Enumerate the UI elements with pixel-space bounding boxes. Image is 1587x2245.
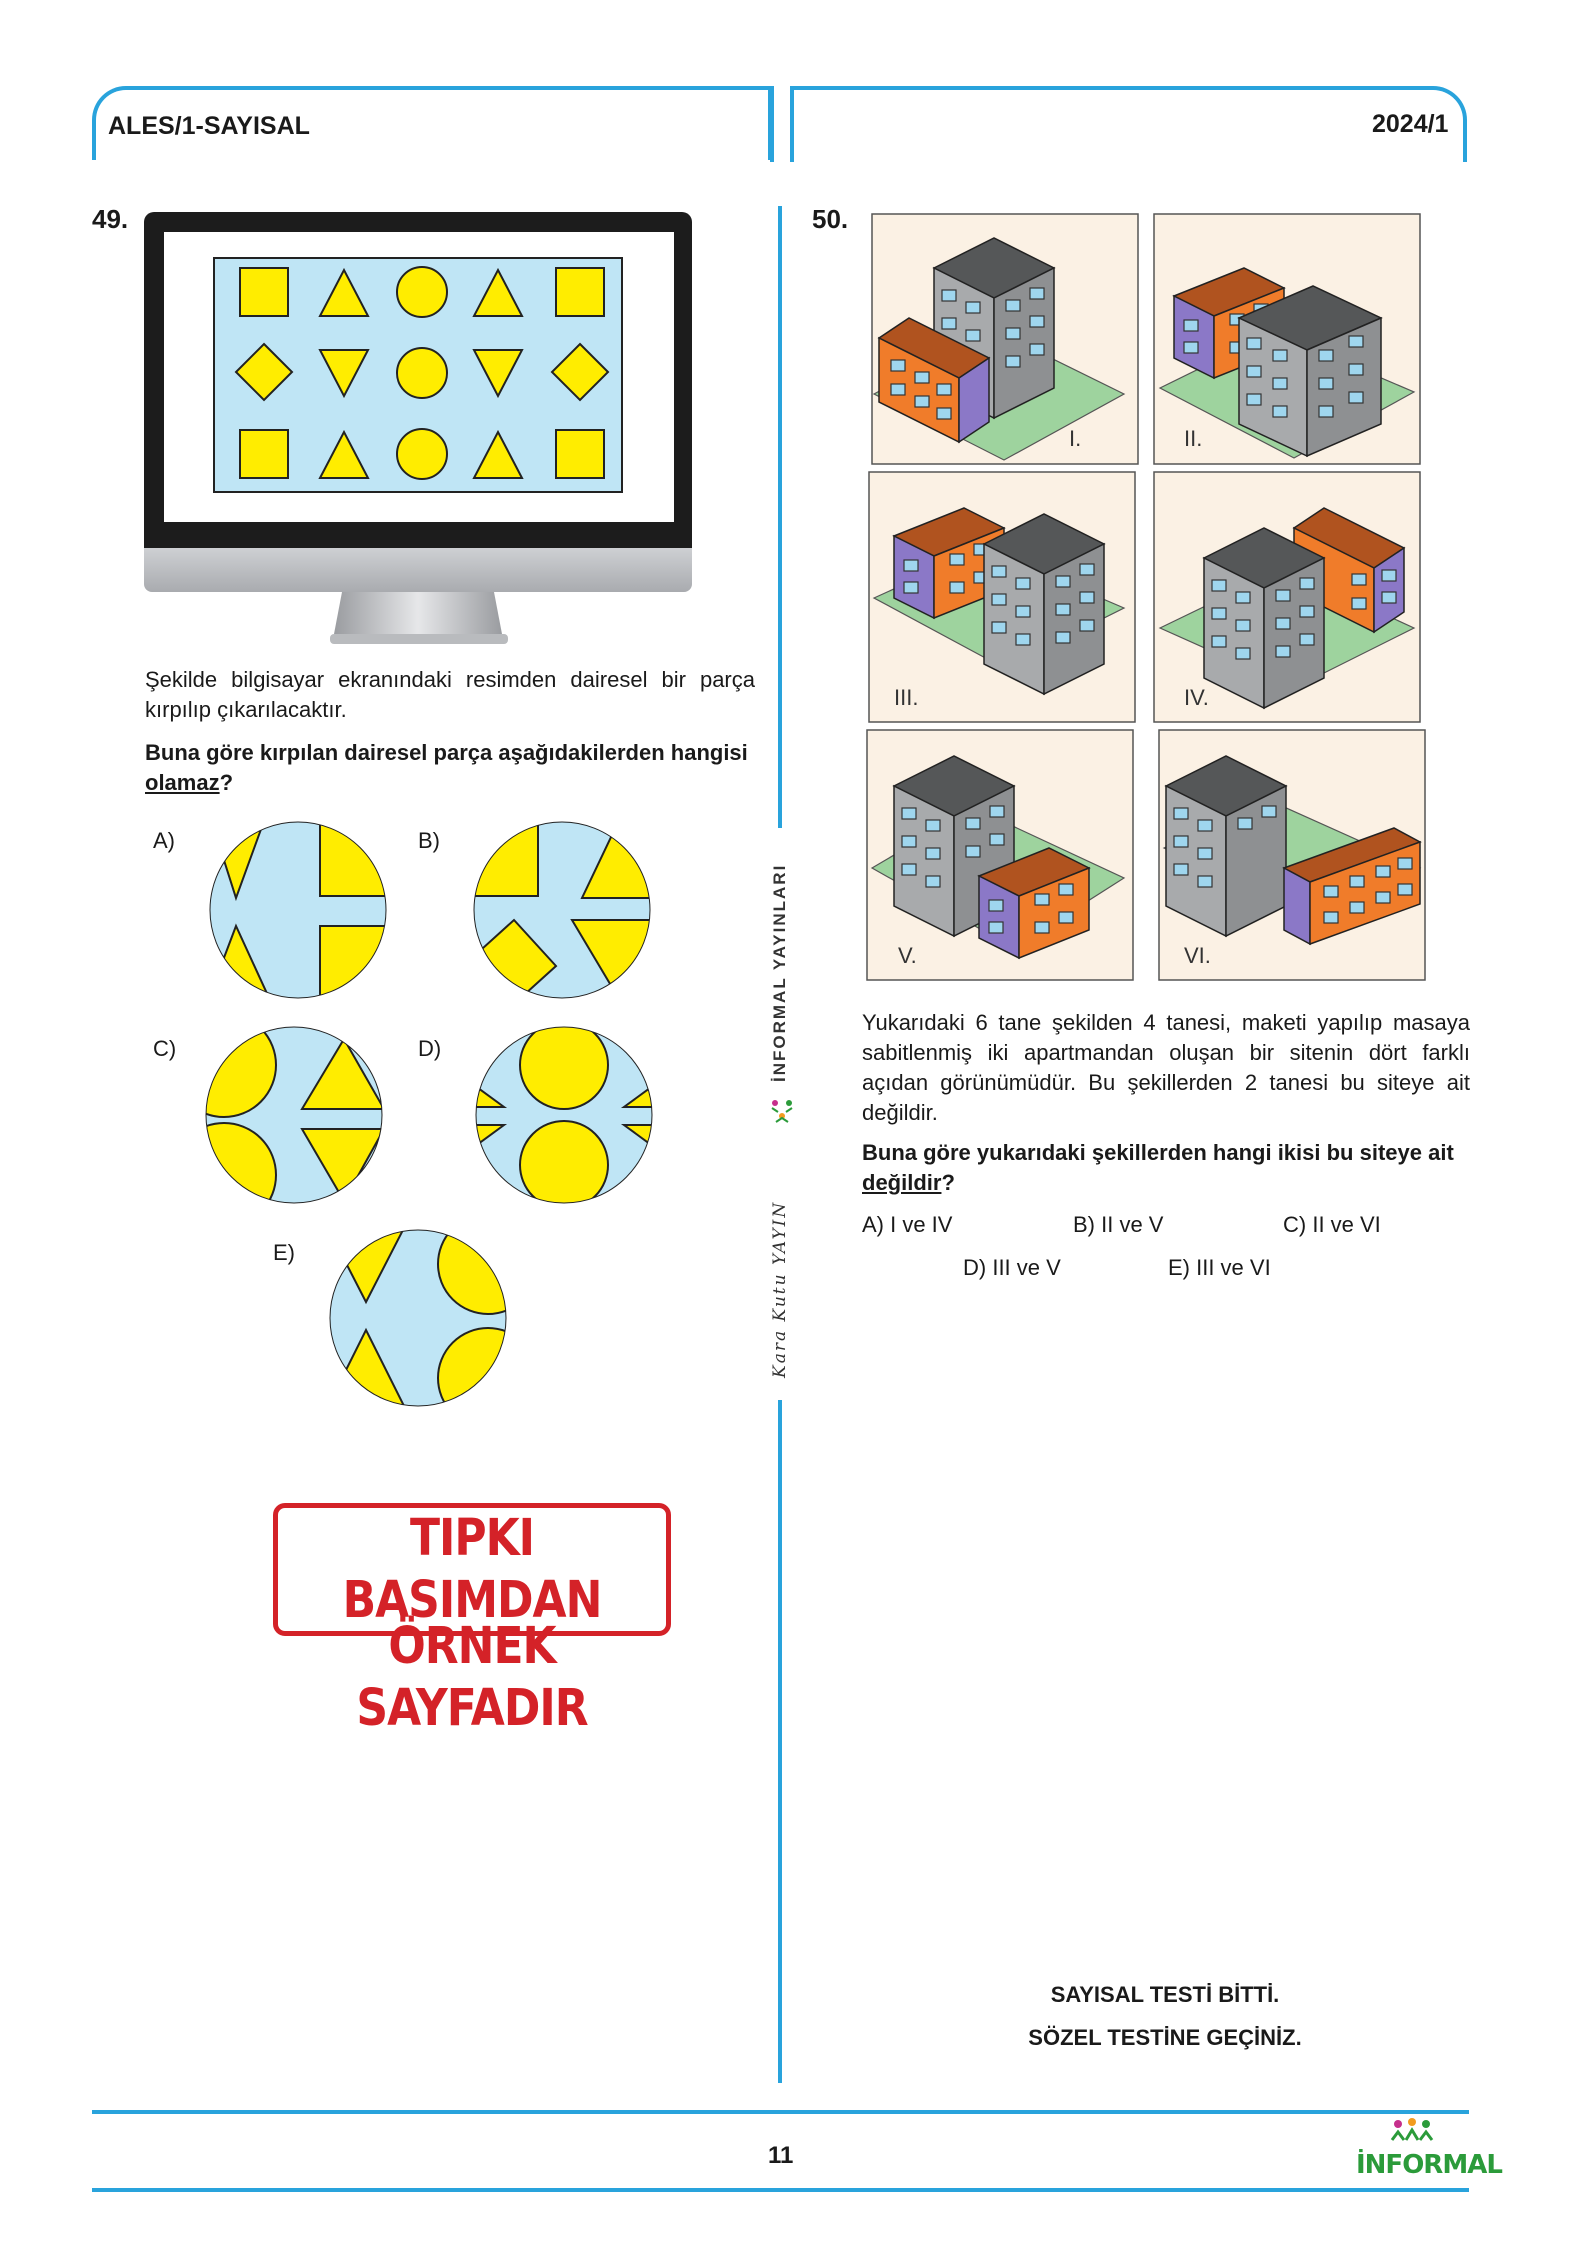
column-divider-top xyxy=(778,206,782,828)
question-50-number: 50. xyxy=(812,204,849,234)
end-note-line-1: SAYISAL TESTİ BİTTİ. xyxy=(1050,1982,1280,2007)
figure-label-1: I. xyxy=(1069,426,1082,451)
footer-bottom-line xyxy=(92,2188,1469,2192)
option-d-label[interactable]: D) xyxy=(418,1036,442,1061)
q50-option-b[interactable]: B) II ve V xyxy=(1073,1212,1164,1237)
sample-page-stamp xyxy=(273,1503,671,1738)
side-brand-imprint: Kara Kutu YAYIN xyxy=(770,1200,790,1378)
question-49-number: 49. xyxy=(92,204,129,234)
q50-option-e[interactable]: E) III ve VI xyxy=(1168,1255,1271,1280)
option-c-label[interactable]: C) xyxy=(153,1036,177,1061)
option-a-circle[interactable] xyxy=(208,820,388,1000)
header-right-title: 2024/1 xyxy=(1372,110,1449,138)
question-49-stem-end: ? xyxy=(219,770,234,795)
side-brand-publisher: İNFORMAL YAYINLARI xyxy=(770,863,789,1082)
header-right-box xyxy=(790,86,1467,162)
footer-top-line xyxy=(92,2110,1469,2114)
q50-option-d[interactable]: D) III ve V xyxy=(963,1255,1061,1280)
question-50-stem-end: ? xyxy=(941,1170,955,1195)
question-49-stem xyxy=(145,738,755,798)
option-b-circle[interactable] xyxy=(472,820,652,1000)
stamp-line-1: TIPKI BASIMDAN xyxy=(342,1509,602,1630)
option-d-circle[interactable] xyxy=(474,1025,654,1205)
informal-logo-text: İNFORMAL xyxy=(1356,2150,1502,2180)
option-e-label[interactable]: E) xyxy=(273,1240,295,1265)
informal-people-icon xyxy=(770,1098,794,1128)
question-50-stem-main: Buna göre yukarıdaki şekillerden hangi ikisi bu siteye ait xyxy=(862,1140,1454,1165)
question-49-stem-main: Buna göre kırpılan dairesel parça aşağıdakilerden hangisi xyxy=(145,740,748,765)
q50-option-a[interactable]: A) I ve IV xyxy=(862,1212,953,1237)
header-bottom-line-left xyxy=(92,160,100,162)
question-49-text: Şekilde bilgisayar ekranındaki resimden dairesel bir parça kırpılıp çıkarılacaktır. xyxy=(145,667,755,722)
informal-logo-icon xyxy=(1390,2118,1434,2150)
option-a-label[interactable]: A) xyxy=(153,828,175,853)
question-49-stem-underlined: olamaz xyxy=(145,770,220,795)
figure-label-4: IV. xyxy=(1184,685,1209,710)
header-left-title: ALES/1-SAYISAL xyxy=(108,112,310,140)
option-c-circle[interactable] xyxy=(204,1025,384,1205)
computer-monitor-image xyxy=(142,210,696,648)
option-b-label[interactable]: B) xyxy=(418,828,440,853)
figure-label-2: II. xyxy=(1184,426,1203,451)
column-divider-bottom xyxy=(778,1400,782,2083)
buildings-figure xyxy=(864,208,1432,988)
page-number: 11 xyxy=(768,2142,794,2169)
question-50-stem xyxy=(862,1138,1470,1198)
question-50-text: Yukarıdaki 6 tane şekilden 4 tanesi, maketi yapılıp masaya sabitlenmiş iki apartmandan oluşan bir sitenin dört farklı açıdan görünümüdür. Bu şekillerden 2 tanesi bu siteye ait değildir. xyxy=(862,1010,1470,1125)
stamp-line-2: ÖRNEK SAYFADIR xyxy=(356,1617,588,1738)
end-note-line-2: SÖZEL TESTİNE GEÇİNİZ. xyxy=(1028,2025,1302,2050)
figure-label-3: III. xyxy=(894,685,919,710)
figure-label-5: V. xyxy=(898,943,917,968)
header-left-underline xyxy=(770,86,774,162)
figure-label-6: VI. xyxy=(1184,943,1211,968)
header-right-edge xyxy=(790,86,794,162)
question-50-stem-underlined: değildir xyxy=(862,1170,942,1195)
option-e-circle[interactable] xyxy=(328,1228,508,1408)
q50-option-c[interactable]: C) II ve VI xyxy=(1283,1212,1381,1237)
